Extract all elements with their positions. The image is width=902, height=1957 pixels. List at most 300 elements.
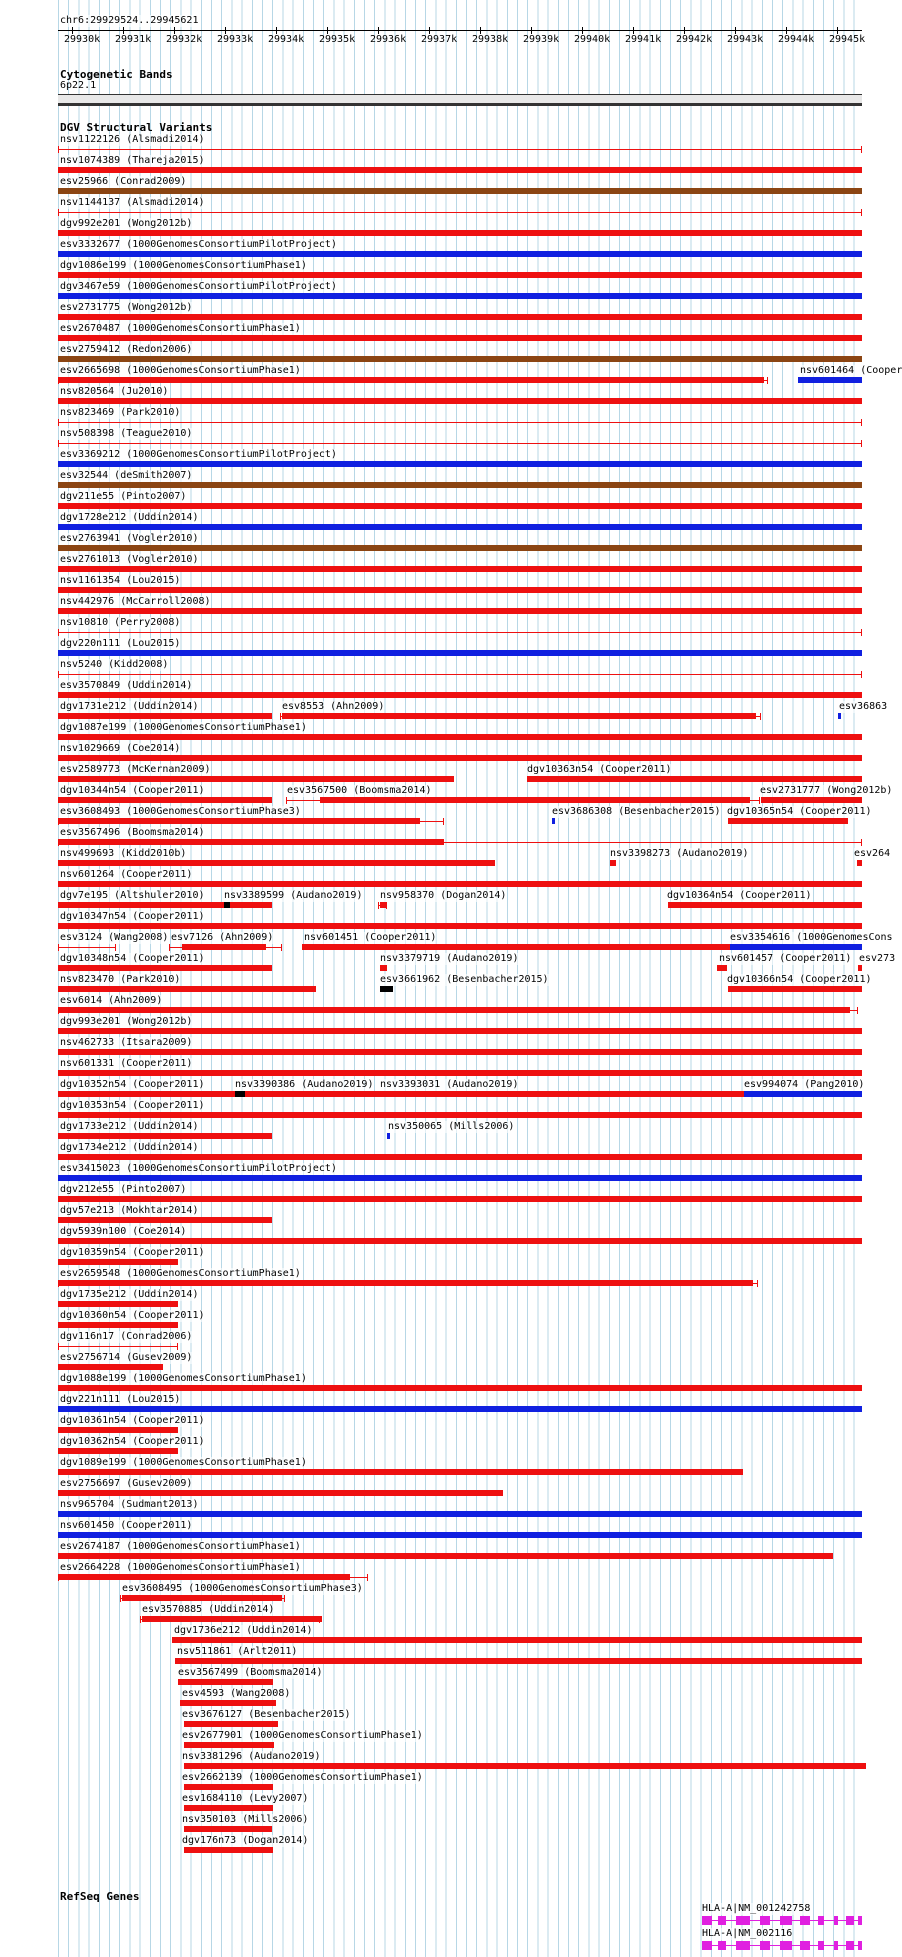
gene-exon[interactable] [834, 1916, 838, 1925]
gene-label[interactable]: HLA-A|NM_002116 [702, 1928, 793, 1939]
refseq-track-title[interactable]: RefSeq Genes [60, 1890, 140, 1903]
variant-label[interactable]: nsv511861 (Arlt2011) [177, 1646, 298, 1657]
variant-whisker-end [58, 671, 59, 678]
variant-bar[interactable] [58, 755, 862, 761]
variant-label[interactable]: esv994074 (Pang2010) [744, 1079, 865, 1090]
gene-exon[interactable] [780, 1916, 792, 1925]
variant-label[interactable]: dgv1731e212 (Uddin2014) [60, 701, 199, 712]
variant-label[interactable]: nsv601464 (Cooper [800, 365, 902, 376]
variant-label[interactable]: nsv823469 (Park2010) [60, 407, 181, 418]
variant-label[interactable]: dgv992e201 (Wong2012b) [60, 218, 193, 229]
gene-exon[interactable] [702, 1941, 712, 1950]
variant-label[interactable]: esv3570849 (Uddin2014) [60, 680, 193, 691]
ruler-tick-label: 29935k [319, 34, 356, 45]
variant-label[interactable]: esv273 [859, 953, 896, 964]
variant-bar[interactable] [58, 1532, 862, 1538]
dgv-track-title[interactable]: DGV Structural Variants [60, 121, 213, 134]
variant-bar[interactable] [58, 1280, 753, 1286]
ruler-tick-label: 29931k [115, 34, 152, 45]
variant-label[interactable]: nsv350065 (Mills2006) [388, 1121, 515, 1132]
variant-label[interactable]: dgv10360n54 (Cooper2011) [60, 1310, 205, 1321]
variant-bar[interactable] [58, 545, 862, 551]
variant-bar[interactable] [58, 1028, 862, 1034]
ruler-tick-label: 29938k [472, 34, 509, 45]
variant-label[interactable]: esv1684110 (Levy2007) [182, 1793, 309, 1804]
variant-bar[interactable] [58, 692, 862, 698]
variant-label[interactable]: dgv1088e199 (1000GenomesConsortiumPhase1) [60, 1373, 307, 1384]
ruler-tick-label: 29945k [829, 34, 866, 45]
ruler-tick-label: 29943k [727, 34, 764, 45]
variant-label[interactable]: esv2677901 (1000GenomesConsortiumPhase1) [182, 1730, 423, 1741]
variant-label[interactable]: esv2756714 (Gusev2009) [60, 1352, 193, 1363]
variant-whisker-end [443, 818, 444, 825]
ruler-tick [123, 27, 124, 34]
variant-bar[interactable] [58, 1007, 850, 1013]
variant-label[interactable]: esv2670487 (1000GenomesConsortiumPhase1) [60, 323, 301, 334]
gene-exon[interactable] [800, 1941, 810, 1950]
variant-bar[interactable] [838, 713, 841, 719]
variant-bar[interactable] [380, 1091, 383, 1097]
variant-label[interactable]: esv2731775 (Wong2012b) [60, 302, 193, 313]
variant-whisker [58, 1346, 178, 1347]
gene-exon[interactable] [800, 1916, 810, 1925]
variant-label[interactable]: esv6014 (Ahn2009) [60, 995, 163, 1006]
variant-bar[interactable] [58, 1154, 862, 1160]
variant-label[interactable]: esv2664228 (1000GenomesConsortiumPhase1) [60, 1562, 301, 1573]
variant-label[interactable]: esv2759412 (Redon2006) [60, 344, 193, 355]
variant-label[interactable]: nsv1074389 (Thareja2015) [60, 155, 205, 166]
variant-bar[interactable] [58, 293, 862, 299]
variant-whisker [58, 674, 862, 675]
variant-bar[interactable] [58, 608, 862, 614]
variant-whisker-end [861, 671, 862, 678]
variant-label[interactable]: dgv10361n54 (Cooper2011) [60, 1415, 205, 1426]
variant-whisker-end [857, 1007, 858, 1014]
variant-label[interactable]: dgv1733e212 (Uddin2014) [60, 1121, 199, 1132]
gene-exon[interactable] [718, 1941, 726, 1950]
variant-bar[interactable] [58, 524, 862, 530]
ruler-tick-label: 29941k [625, 34, 662, 45]
variant-label[interactable]: nsv3398273 (Audano2019) [610, 848, 749, 859]
variant-bar[interactable] [58, 1133, 272, 1139]
variant-bar[interactable] [58, 1049, 862, 1055]
variant-bar[interactable] [175, 1658, 862, 1664]
variant-whisker-end [767, 377, 768, 384]
variant-label[interactable]: nsv3390386 (Audano2019) [235, 1079, 374, 1090]
variant-bar[interactable] [58, 1553, 833, 1559]
ruler-tick-label: 29933k [217, 34, 254, 45]
variant-label[interactable]: nsv3379719 (Audano2019) [380, 953, 519, 964]
variant-whisker-end [58, 209, 59, 216]
variant-bar[interactable] [58, 1364, 163, 1370]
variant-label[interactable]: esv3567499 (Boomsma2014) [178, 1667, 323, 1678]
variant-bar[interactable] [387, 1133, 390, 1139]
variant-bar[interactable] [58, 1217, 272, 1223]
variant-bar[interactable] [58, 335, 862, 341]
variant-label[interactable]: esv2731777 (Wong2012b) [760, 785, 893, 796]
variant-bar[interactable] [58, 251, 862, 257]
variant-bar[interactable] [184, 1847, 273, 1853]
variant-bar[interactable] [380, 902, 387, 908]
variant-whisker-end [281, 944, 282, 951]
variant-label[interactable]: esv2659548 (1000GenomesConsortiumPhase1) [60, 1268, 301, 1279]
ruler-tick [633, 27, 634, 34]
ruler-tick-label: 29944k [778, 34, 815, 45]
variant-bar[interactable] [58, 272, 862, 278]
variant-label[interactable]: dgv10359n54 (Cooper2011) [60, 1247, 205, 1258]
variant-label[interactable]: esv3124 (Wang2008) [60, 932, 169, 943]
variant-label[interactable]: dgv1728e212 (Uddin2014) [60, 512, 199, 523]
gene-exon[interactable] [858, 1941, 862, 1950]
variant-label[interactable]: dgv211e55 (Pinto2007) [60, 491, 187, 502]
variant-whisker-end [120, 1595, 121, 1602]
variant-label[interactable]: nsv508398 (Teague2010) [60, 428, 193, 439]
variant-bar[interactable] [184, 1826, 272, 1832]
variant-whisker-end [177, 1343, 178, 1350]
variant-label[interactable]: nsv3393031 (Audano2019) [380, 1079, 519, 1090]
variant-whisker [58, 632, 862, 633]
variant-label[interactable]: dgv116n17 (Conrad2006) [60, 1331, 193, 1342]
variant-bar[interactable] [58, 1175, 862, 1181]
variant-label[interactable]: nsv5240 (Kidd2008) [60, 659, 169, 670]
variant-bar[interactable] [58, 461, 862, 467]
variant-bar[interactable] [58, 188, 862, 194]
gene-exon[interactable] [846, 1941, 854, 1950]
ruler-tick [480, 27, 481, 34]
variant-bar[interactable] [58, 1196, 862, 1202]
variant-bar[interactable] [58, 776, 454, 782]
variant-bar[interactable] [552, 818, 555, 824]
variant-whisker-end [861, 209, 862, 216]
variant-bar[interactable] [744, 1091, 862, 1097]
variant-label[interactable]: esv2761013 (Vogler2010) [60, 554, 199, 565]
variant-label[interactable]: esv36863 [839, 701, 888, 712]
variant-bar[interactable] [58, 1574, 350, 1580]
variant-whisker-end [58, 629, 59, 636]
variant-label[interactable]: esv2662139 (1000GenomesConsortiumPhase1) [182, 1772, 423, 1783]
variant-bar[interactable] [610, 860, 616, 866]
variant-bar[interactable] [58, 923, 862, 929]
cytoband-track-title[interactable]: Cytogenetic Bands [60, 68, 173, 81]
cytoband-ideogram[interactable] [58, 94, 862, 106]
variant-label[interactable]: dgv1089e199 (1000GenomesConsortiumPhase1) [60, 1457, 307, 1468]
variant-label[interactable]: esv3608495 (1000GenomesConsortiumPhase3) [122, 1583, 363, 1594]
variant-label[interactable]: esv32544 (deSmith2007) [60, 470, 193, 481]
variant-label[interactable]: esv25966 (Conrad2009) [60, 176, 187, 187]
variant-label[interactable]: nsv601450 (Cooper2011) [60, 1520, 193, 1531]
variant-label[interactable]: esv3608493 (1000GenomesConsortiumPhase3) [60, 806, 301, 817]
variant-label[interactable]: nsv820564 (Ju2010) [60, 386, 169, 397]
variant-whisker-end [115, 944, 116, 951]
variant-label[interactable]: esv7126 (Ahn2009) [171, 932, 274, 943]
variant-label[interactable]: dgv10347n54 (Cooper2011) [60, 911, 205, 922]
variant-bar[interactable] [58, 314, 862, 320]
variant-bar[interactable] [320, 797, 750, 803]
variant-bar[interactable] [184, 1721, 278, 1727]
variant-label[interactable]: dgv10365n54 (Cooper2011) [727, 806, 872, 817]
ruler-tick [378, 27, 379, 34]
variant-bar[interactable] [58, 1070, 862, 1076]
variant-label[interactable]: nsv1161354 (Lou2015) [60, 575, 181, 586]
variant-bar[interactable] [58, 734, 862, 740]
variant-bar[interactable] [58, 230, 862, 236]
variant-bar[interactable] [58, 1385, 862, 1391]
variant-bar[interactable] [182, 944, 266, 950]
variant-bar[interactable] [58, 167, 862, 173]
gene-exon[interactable] [736, 1941, 750, 1950]
variant-label[interactable]: nsv1144137 (Alsmadi2014) [60, 197, 205, 208]
variant-label[interactable]: esv8553 (Ahn2009) [282, 701, 385, 712]
variant-label[interactable]: nsv462733 (Itsara2009) [60, 1037, 193, 1048]
variant-label[interactable]: dgv57e213 (Mokhtar2014) [60, 1205, 199, 1216]
position-label: chr6:29929524..29945621 [60, 15, 199, 26]
variant-bar[interactable] [122, 1595, 282, 1601]
variant-whisker-end [140, 1616, 141, 1623]
variant-label[interactable]: nsv1029669 (Coe2014) [60, 743, 181, 754]
variant-whisker-end [378, 902, 379, 909]
variant-bar[interactable] [857, 860, 862, 866]
variant-whisker-end [861, 419, 862, 426]
variant-bar[interactable] [858, 965, 862, 971]
variant-bar[interactable] [58, 377, 764, 383]
variant-label[interactable]: esv3332677 (1000GenomesConsortiumPilotProject) [60, 239, 337, 250]
gene-exon[interactable] [760, 1941, 770, 1950]
variant-whisker-end [284, 1595, 285, 1602]
ruler-tick [276, 27, 277, 34]
variant-bar[interactable] [527, 776, 862, 782]
variant-bar[interactable] [58, 1322, 178, 1328]
gene-exon[interactable] [760, 1916, 770, 1925]
variant-bar[interactable] [798, 377, 862, 383]
variant-label[interactable]: esv3415023 (1000GenomesConsortiumPilotProject) [60, 1163, 337, 1174]
variant-label[interactable]: dgv221n111 (Lou2015) [60, 1394, 181, 1405]
variant-bar[interactable] [235, 1091, 245, 1097]
variant-label[interactable]: dgv1734e212 (Uddin2014) [60, 1142, 199, 1153]
variant-whisker [58, 149, 862, 150]
variant-whisker-end [286, 797, 287, 804]
variant-whisker-end [757, 1280, 758, 1287]
variant-bar[interactable] [58, 587, 862, 593]
variant-whisker-end [169, 944, 170, 951]
variant-label[interactable]: dgv10344n54 (Cooper2011) [60, 785, 205, 796]
variant-bar[interactable] [728, 986, 862, 992]
variant-bar[interactable] [142, 1616, 322, 1622]
variant-label[interactable]: dgv10362n54 (Cooper2011) [60, 1436, 205, 1447]
variant-label[interactable]: esv3570885 (Uddin2014) [142, 1604, 275, 1615]
ruler-tick [786, 27, 787, 34]
variant-bar[interactable] [58, 1511, 862, 1517]
variant-bar[interactable] [58, 482, 862, 488]
variant-bar[interactable] [184, 1784, 273, 1790]
variant-bar[interactable] [58, 797, 272, 803]
variant-bar[interactable] [380, 965, 387, 971]
gene-exon[interactable] [780, 1941, 792, 1950]
variant-bar[interactable] [58, 860, 495, 866]
variant-label[interactable]: dgv10364n54 (Cooper2011) [667, 890, 812, 901]
variant-label[interactable]: dgv7e195 (Altshuler2010) [60, 890, 205, 901]
variant-bar[interactable] [58, 650, 862, 656]
variant-label[interactable]: dgv10363n54 (Cooper2011) [527, 764, 672, 775]
variant-label[interactable]: dgv1736e212 (Uddin2014) [174, 1625, 313, 1636]
gene-exon[interactable] [846, 1916, 854, 1925]
variant-label[interactable]: nsv350103 (Mills2006) [182, 1814, 309, 1825]
ruler-tick [225, 27, 226, 34]
variant-bar[interactable] [668, 902, 862, 908]
variant-whisker [58, 947, 116, 948]
variant-label[interactable]: esv3369212 (1000GenomesConsortiumPilotProject) [60, 449, 337, 460]
gene-exon[interactable] [818, 1916, 824, 1925]
variant-bar[interactable] [172, 1637, 862, 1643]
variant-label[interactable]: esv2589773 (McKernan2009) [60, 764, 211, 775]
gene-exon[interactable] [736, 1916, 750, 1925]
variant-whisker-end [58, 1343, 59, 1350]
variant-label[interactable]: nsv601457 (Cooper2011) [719, 953, 852, 964]
variant-bar[interactable] [728, 818, 848, 824]
variant-bar[interactable] [58, 1301, 178, 1307]
variant-whisker [58, 212, 862, 213]
variant-label[interactable]: nsv601264 (Cooper2011) [60, 869, 193, 880]
variant-bar[interactable] [58, 818, 420, 824]
variant-label[interactable]: dgv3467e59 (1000GenomesConsortiumPilotProject) [60, 281, 337, 292]
gene-exon[interactable] [718, 1916, 726, 1925]
variant-bar[interactable] [58, 356, 862, 362]
variant-bar[interactable] [58, 1469, 743, 1475]
variant-label[interactable]: nsv601451 (Cooper2011) [304, 932, 437, 943]
variant-label[interactable]: dgv993e201 (Wong2012b) [60, 1016, 193, 1027]
ruler-tick [327, 27, 328, 34]
variant-whisker-end [58, 440, 59, 447]
variant-label[interactable]: nsv442976 (McCarroll2008) [60, 596, 211, 607]
ruler-tick [582, 27, 583, 34]
variant-label[interactable]: dgv1735e212 (Uddin2014) [60, 1289, 199, 1300]
variant-whisker-end [58, 944, 59, 951]
variant-whisker-end [58, 419, 59, 426]
variant-whisker-end [760, 713, 761, 720]
variant-label[interactable]: esv4593 (Wang2008) [182, 1688, 291, 1699]
variant-bar[interactable] [58, 1490, 503, 1496]
variant-bar[interactable] [58, 1406, 862, 1412]
variant-label[interactable]: nsv499693 (Kidd2010b) [60, 848, 187, 859]
variant-bar[interactable] [58, 1427, 178, 1433]
variant-label[interactable]: esv3661962 (Besenbacher2015) [380, 974, 549, 985]
variant-whisker-end [861, 146, 862, 153]
ruler-tick-label: 29930k [64, 34, 101, 45]
gene-exon[interactable] [834, 1941, 838, 1950]
ruler-tick-label: 29937k [421, 34, 458, 45]
variant-label[interactable]: esv3686308 (Besenbacher2015) [552, 806, 721, 817]
variant-label[interactable]: esv2756697 (Gusev2009) [60, 1478, 193, 1489]
variant-bar[interactable] [58, 503, 862, 509]
variant-label[interactable]: dgv10348n54 (Cooper2011) [60, 953, 205, 964]
variant-bar[interactable] [184, 1742, 274, 1748]
variant-bar[interactable] [58, 986, 316, 992]
variant-bar[interactable] [58, 566, 862, 572]
variant-whisker-end [280, 713, 281, 720]
ruler-tick [429, 27, 430, 34]
ruler-tick [684, 27, 685, 34]
variant-bar[interactable] [282, 713, 756, 719]
variant-bar[interactable] [302, 944, 730, 950]
variant-bar[interactable] [58, 902, 272, 908]
variant-whisker-end [759, 797, 760, 804]
variant-label[interactable]: esv2763941 (Vogler2010) [60, 533, 199, 544]
variant-label[interactable]: esv2665698 (1000GenomesConsortiumPhase1) [60, 365, 301, 376]
variant-label[interactable]: esv3676127 (Besenbacher2015) [182, 1709, 351, 1720]
variant-bar[interactable] [58, 881, 862, 887]
variant-bar[interactable] [58, 398, 862, 404]
ruler-tick [174, 27, 175, 34]
variant-whisker-end [861, 440, 862, 447]
variant-label[interactable]: nsv823470 (Park2010) [60, 974, 181, 985]
variant-bar[interactable] [380, 986, 393, 992]
variant-label[interactable]: dgv176n73 (Dogan2014) [182, 1835, 309, 1846]
gene-exon[interactable] [702, 1916, 712, 1925]
variant-whisker-end [861, 839, 862, 846]
variant-label[interactable]: esv3354616 (1000GenomesCons [730, 932, 893, 943]
variant-label[interactable]: dgv220n111 (Lou2015) [60, 638, 181, 649]
variant-label[interactable]: dgv1086e199 (1000GenomesConsortiumPhase1) [60, 260, 307, 271]
variant-label[interactable]: nsv965704 (Sudmant2013) [60, 1499, 199, 1510]
ruler-tick [531, 27, 532, 34]
variant-label[interactable]: dgv212e55 (Pinto2007) [60, 1184, 187, 1195]
ruler-tick-label: 29939k [523, 34, 560, 45]
variant-label[interactable]: dgv10353n54 (Cooper2011) [60, 1100, 205, 1111]
variant-bar[interactable] [180, 1700, 276, 1706]
variant-bar[interactable] [58, 1448, 178, 1454]
variant-whisker-end [367, 1574, 368, 1581]
gene-exon[interactable] [858, 1916, 862, 1925]
variant-label[interactable]: dgv1087e199 (1000GenomesConsortiumPhase1) [60, 722, 307, 733]
variant-label[interactable]: nsv3389599 (Audano2019) [224, 890, 363, 901]
variant-bar[interactable] [58, 839, 444, 845]
variant-label[interactable]: dgv10366n54 (Cooper2011) [727, 974, 872, 985]
variant-label[interactable]: esv3567500 (Boomsma2014) [287, 785, 432, 796]
variant-bar[interactable] [178, 1679, 273, 1685]
gene-exon[interactable] [818, 1941, 824, 1950]
variant-bar[interactable] [58, 1091, 862, 1097]
variant-bar[interactable] [184, 1805, 273, 1811]
variant-label[interactable]: esv264 [854, 848, 891, 859]
variant-bar[interactable] [717, 965, 727, 971]
variant-bar[interactable] [184, 1763, 866, 1769]
variant-bar[interactable] [224, 902, 230, 908]
variant-bar[interactable] [58, 1112, 862, 1118]
variant-label[interactable]: dgv10352n54 (Cooper2011) [60, 1079, 205, 1090]
variant-bar[interactable] [58, 1238, 862, 1244]
ruler-tick-label: 29940k [574, 34, 611, 45]
variant-label[interactable]: nsv3381296 (Audano2019) [182, 1751, 321, 1762]
gene-label[interactable]: HLA-A|NM_001242758 [702, 1903, 811, 1914]
variant-whisker [58, 422, 862, 423]
ruler-axis [58, 30, 862, 31]
variant-bar[interactable] [730, 944, 862, 950]
variant-label[interactable]: esv3567496 (Boomsma2014) [60, 827, 205, 838]
variant-label[interactable]: dgv5939n100 (Coe2014) [60, 1226, 187, 1237]
variant-bar[interactable] [58, 965, 272, 971]
cytoband-label: 6p22.1 [60, 80, 97, 91]
variant-whisker-end [58, 146, 59, 153]
variant-bar[interactable] [58, 713, 272, 719]
variant-label[interactable]: nsv10810 (Perry2008) [60, 617, 181, 628]
variant-label[interactable]: nsv958370 (Dogan2014) [380, 890, 507, 901]
ruler-tick [735, 27, 736, 34]
variant-label[interactable]: esv2674187 (1000GenomesConsortiumPhase1) [60, 1541, 301, 1552]
variant-bar[interactable] [58, 1259, 178, 1265]
variant-label[interactable]: nsv601331 (Cooper2011) [60, 1058, 193, 1069]
variant-label[interactable]: nsv1122126 (Alsmadi2014) [60, 134, 205, 145]
variant-bar[interactable] [761, 797, 862, 803]
variant-whisker [58, 443, 862, 444]
